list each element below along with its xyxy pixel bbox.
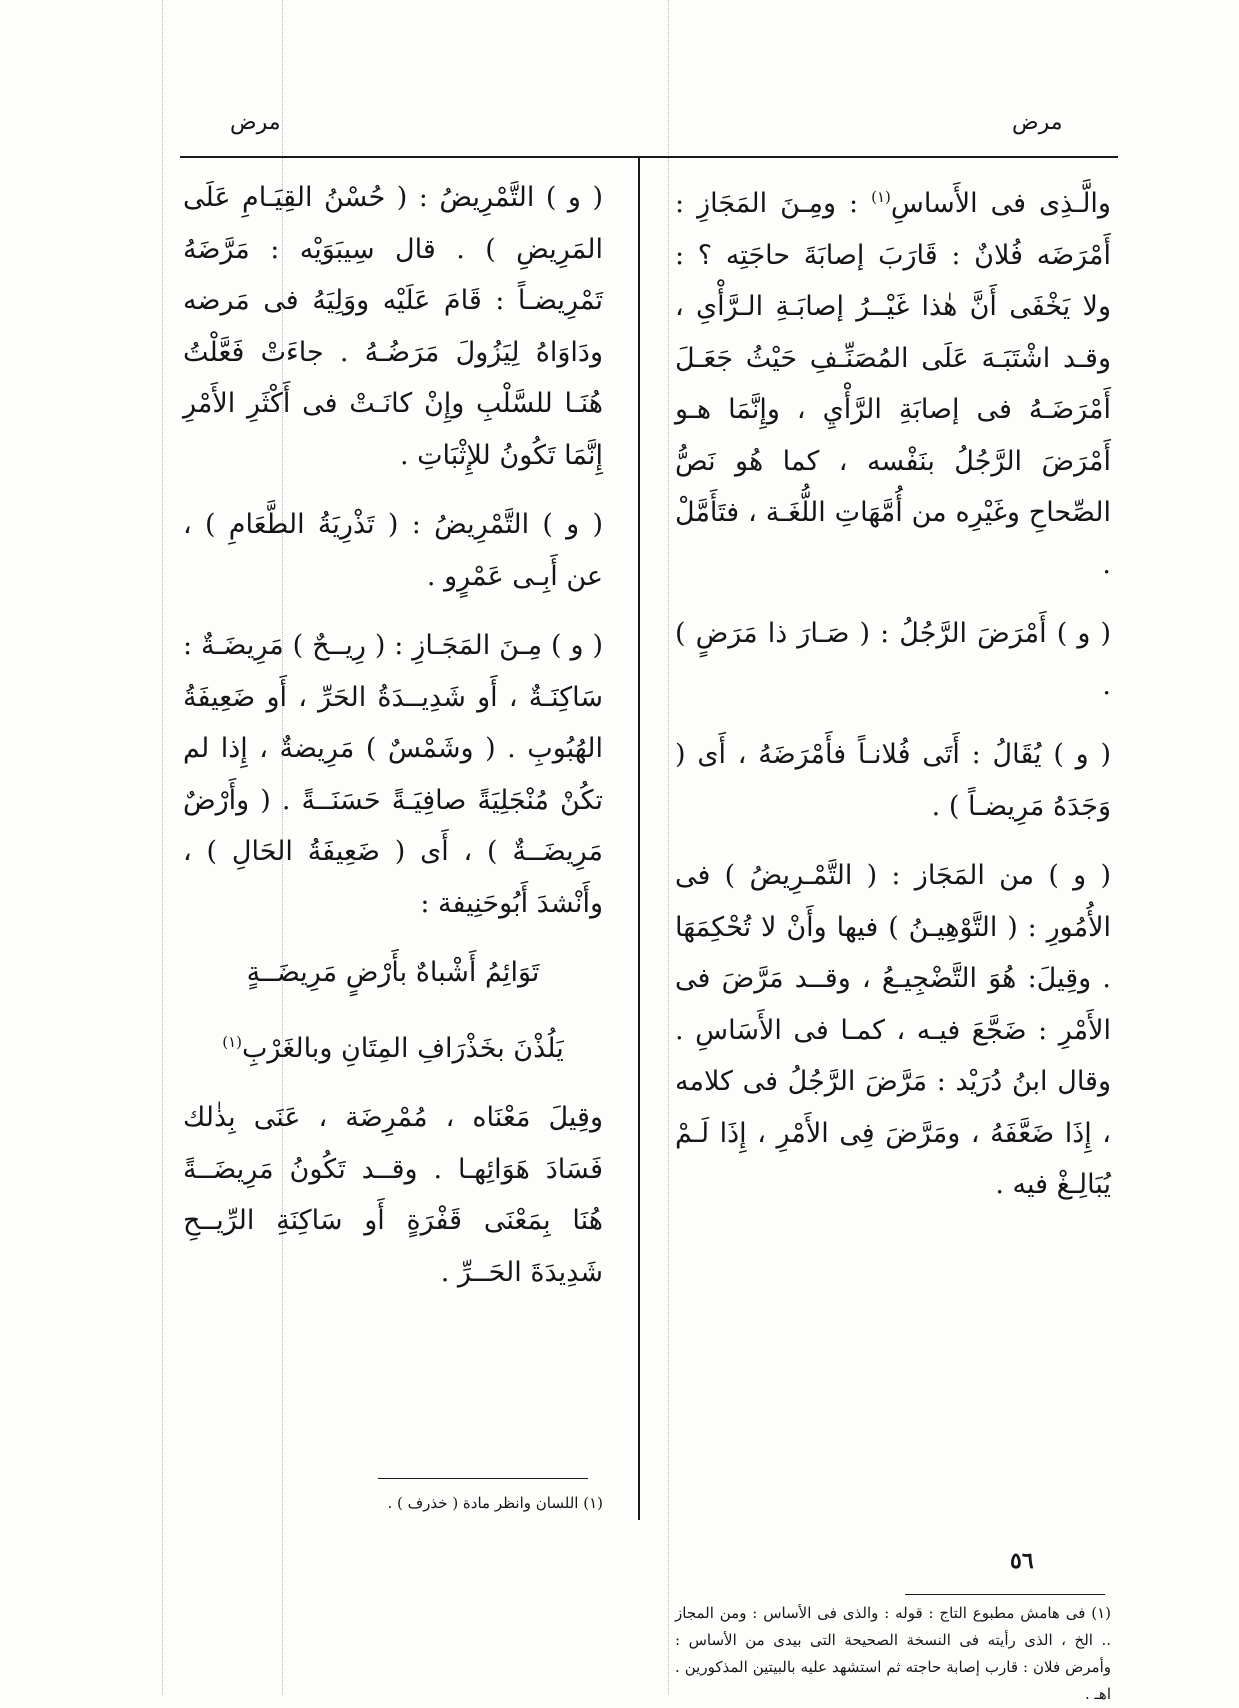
verse-text: يَلُذْنَ بخَذْرَافِ المِتَانِ وبالغَرْبِ <box>242 1032 564 1064</box>
header-rule <box>180 156 1118 158</box>
left-column <box>183 172 603 1316</box>
paragraph-text: والَّـذِى فى الأَساسِ <box>890 188 1111 219</box>
paragraph-text: : ومِـنَ المَجَازِ : أَمْرَضَه فُلانٌ : قَارَبَ إصابَةَ حاجَتِه ؟ : ولا يَخْفَى أَنَّ هٰذا غَيْــرُ إصابَـةِ الـرَّأْىِ ، وقـد اشْتَبَـهَ عَلَى المُصَنِّـفِ حَيْثُ جَعَـلَ أَمْرَضَـهُ فى إصابَةِ الرَّأْيِ ، وإِنَّمَا هـو أَمْرَضَ الرَّجُلُ بنَفْسه ، كما هُو نَصُّ الصِّحاحِ وغَيْرِه من أُمَّهَاتِ اللُّغَـة ، فتَأَمَّلْ . <box>675 188 1111 580</box>
column-divider <box>638 158 640 1520</box>
running-header-right: مرض <box>1012 110 1063 135</box>
footnote-marker: (١) <box>871 188 891 206</box>
running-header-left: مرض <box>230 110 281 135</box>
right-paragraph-2: ( و ) أَمْرَضَ الرَّجُلُ : ( صَـارَ ذا مَرَضٍ ) . <box>675 618 1111 701</box>
footnote-marker: (١) <box>222 1032 243 1051</box>
left-paragraph-3: ( و ) مِـنَ المَجَـازِ : ( رِيــحٌ ) مَرِيضَـةٌ : سَاكِنَـةٌ ، أَو شَدِيــدَةُ الحَرِّ ، أَو ضَعِيفَةُ الهُبُوبِ . ( وشَمْسٌ ) مَرِيضةٌ ، إِذا لم تكُنْ مُنْجَلِيَةً صافِيَـةً حَسَنَــةً . ( وأَرْضٌ مَرِيضَــةٌ ) ، أَى ( ضَعِيفَةُ الحَالِ ) ، وأَنْشدَ أَبُوحَنِيفة : <box>183 630 603 919</box>
right-paragraph-3: ( و ) يُقَالُ : أَتَى فُلانـاً فأَمْرَضَهُ ، أَى ( وَجَدَهُ مَرِيضـاً ) . <box>675 739 1111 822</box>
footnote-rule-left <box>378 1478 588 1479</box>
page-number: ٥٦ <box>1010 1548 1034 1574</box>
footnote-rule-right <box>905 1594 1105 1595</box>
left-paragraph-1: ( و ) التَّمْرِيضُ : ( حُسْنُ القِيَـامِ عَلَى المَرِيضِ ) . قال سِيبَوَيْه : مَرَّضَهُ تَمْرِيضـاً : قَامَ عَلَيْه ووَلِيَهُ فى مَرضه ودَاوَاهُ لِيَزُولَ مَرَضُـهُ . جاءَتْ فَعَّلْتُ هُنَـا للسَّلْبِ وإِنْ كانَـتْ فى أَكْثَرِ الأَمْرِ إِنَّمَا تَكُونُ للإِثْبَاتِ . <box>183 182 603 471</box>
verse-line-1: تَوَائِمُ أَشْباهٌ بأَرْضٍ مَرِيضَــةٍ <box>246 957 540 988</box>
right-paragraph-4: ( و ) من المَجَاز : ( التَّمْـرِيضُ ) فى الأُمُورِ : ( التَّوْهِيـنُ ) فيها وأَنْ لا تُحْكِمَهَا . وقِيلَ: هُوَ التَّضْجِيـعُ ، وقــد مَرَّضَ فى الأَمْرِ : ضَجَّعَ فيـه ، كمـا فى الأَسَاسِ . وقال ابنُ دُرَيْد : مَرَّضَ الرَّجُلُ فى كلامه ، إِذَا ضَعَّفَهُ ، ومَرَّضَ فِى الأَمْرِ ، إِذَا لَـمْ يُبَالِـغْ فيه . <box>675 860 1111 1200</box>
left-paragraph-2: ( و ) التَّمْرِيضُ : ( تَذْرِيَةُ الطَّعَامِ ) ، عن أَبِـى عَمْرٍو . <box>183 509 603 592</box>
verse-line-2 <box>183 1017 603 1075</box>
footnote-left: (١) اللسان وانظر مادة ( خذرف ) . <box>387 1494 603 1512</box>
right-column <box>675 172 1111 1229</box>
right-paragraph-1 <box>675 172 1111 590</box>
left-paragraph-4: وقِيلَ مَعْنَاه ، مُمْرِضَة ، عَنَى بِذٰلك فَسَادَ هَوَائِهـا . وقــد تَكُونُ مَرِيضَــةً هُنَا بِمَعْنَى قَفْرَةٍ أَو سَاكِنَةِ الرِّيــحِ شَدِيدَةَ الحَــرِّ . <box>183 1102 603 1288</box>
footnote-right: (١) فى هامش مطبوع التاج : قوله : والذى فى الأساس : ومن المجاز .. الخ ، الذى رأيته فى النسخة الصحيحة التى بيدى من الأساس : وأمرض فلان : قارب إصابة حاجته ثم استشهد عليه بالبيتين المذكورين . اهـ . <box>675 1604 1111 1703</box>
scan-dotted-line <box>668 0 669 1695</box>
scan-dotted-line <box>162 0 163 1695</box>
